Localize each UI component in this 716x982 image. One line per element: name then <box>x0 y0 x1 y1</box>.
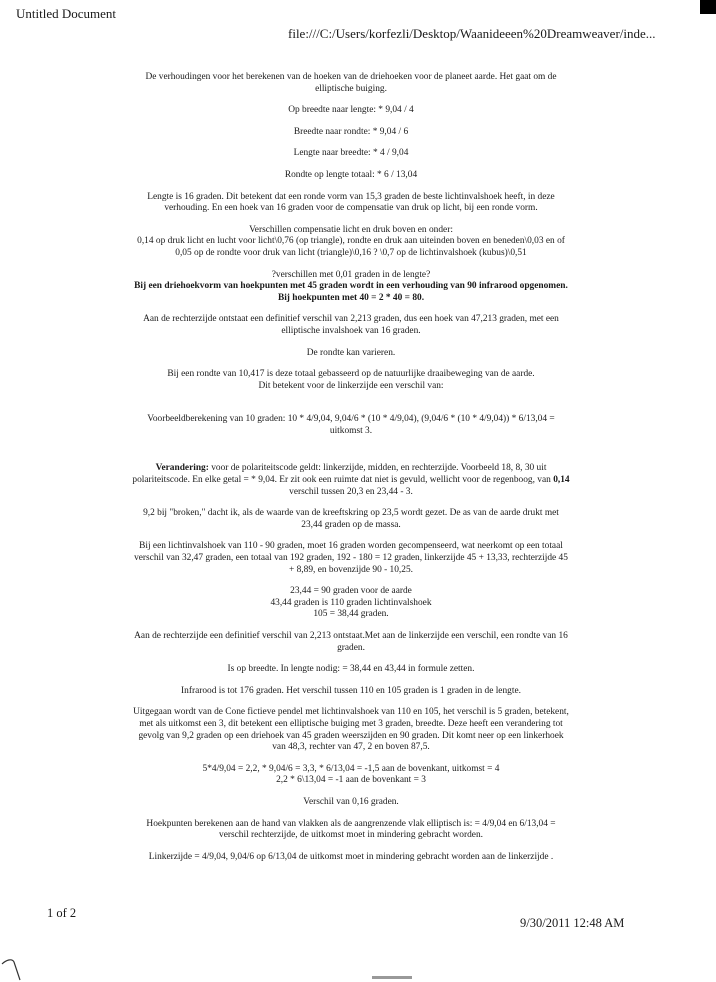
length-paragraph: Lengte is 16 graden. Dit betekent dat een ronde vorm van 15,3 graden de beste lichtinvalshoek heeft, in deze verhouding. En een hoek van 16 graden voor de compensatie van druk op licht, bij een ronde vorm. <box>147 191 555 214</box>
ratio-round-length: Rondte op lengte totaal: * 6 / 13,04 <box>284 169 418 180</box>
corner-points-paragraph: Hoekpunten berekenen aan de hand van vlakken als de aangrenzende vlak elliptisch is: = 4/9,04 en 6/13,04 = verschil rechterzijde, de uitkomst moet in mindering gebracht worden. <box>146 818 556 841</box>
left-side-paragraph: Linkerzijde = 4/9,04, 9,04/6 op 6/13,04 de uitkomst moet in mindering gebracht worden aan de linkerzijde . <box>148 851 554 862</box>
difference-question: ?verschillen met 0,01 graden in de lengte? <box>271 269 431 280</box>
intro-paragraph: De verhoudingen voor het berekenen van de hoeken van de driehoeken voor de planeet aarde. Het gaat om de elliptische buiging. <box>145 72 557 94</box>
polarity-value: 0,14 <box>553 475 570 486</box>
earth-degrees: 23,44 = 90 graden voor de aarde <box>290 586 412 597</box>
formula-line-2: 2,2 * 6\13,04 = -1 aan de bovenkant = 3 <box>276 775 426 786</box>
page-counter: 1 of 2 <box>47 906 77 920</box>
blank-line-2 <box>132 451 570 463</box>
polarity-paragraph <box>132 463 570 498</box>
polarity-text: voor de polariteitscode geldt: linkerzijde, midden, en rechterzijde. Voorbeeld 18, 8, 30 uit polariteitscode. En elke getal = * 9,04. Er zit ook een ruimte dat niet is gevuld, wellicht voor de regenboog, van <box>132 463 554 486</box>
ratio-width-length: Op breedte naar lengte: * 9,04 / 4 <box>288 105 414 116</box>
print-datetime: 9/30/2011 12:48 AM <box>520 916 625 930</box>
triangle-paragraph: Bij een driehoekvorm van hoekpunten met 45 graden wordt in een verhouding van 90 infrarood opgenomen. Bij hoekpunten met 40 = 2 * 40 = 80. <box>134 281 568 303</box>
broken-paragraph: 9,2 bij "broken," dacht ik, als de waarde van de kreeftskring op 23,5 wordt gezet. De as van de aarde drukt met 23,44 graden op de massa. <box>143 508 559 530</box>
scan-artifact-line <box>372 976 412 979</box>
light-angle-paragraph: Bij een lichtinvalshoek van 110 - 90 graden, moet 16 graden worden gecompenseerd, wat neerkomt op een totaal verschil van 32,47 graden, een totaal van 192 graden, 192 - 180 = 12 graden, linkerzijde 45 + 13,33, rechterzijde 45 + 8,89, en bovenzijde 90 - 10,25. <box>134 541 568 575</box>
infrared-paragraph: Infrarood is tot 176 graden. Het verschil tussen 110 en 105 graden is 1 graden in de lengte. <box>181 685 521 696</box>
blank-line <box>132 402 570 414</box>
document-body <box>132 72 570 873</box>
right-side-paragraph: Aan de rechterzijde ontstaat een definitief verschil van 2,213 graden, dus een hoek van 47,213 graden, met een elliptische invalshoek van 16 graden. <box>143 314 559 336</box>
cone-pendulum-paragraph: Uitgegaan wordt van de Cone fictieve pendel met lichtinvalshoek van 110 en 105, het verschil is 5 graden, betekent, met als uitkomst een 3, dit betekent een elliptische buiging met 3 graden, breedte. Deze heeft een verandering tot gevolg van 9,2 graden op een driehoek van 45 graden weerszijden en 90 graden. Dit komt neer op een linkerhoek van 48,3, rechter van 47, 2 en boven 87,5. <box>133 707 569 753</box>
ratio-length-width: Lengte naar breedte: * 4 / 9,04 <box>293 148 409 159</box>
degrees-105: 105 = 38,44 graden. <box>313 609 389 620</box>
light-angle-degrees: 43,44 graden is 110 graden lichtinvalshoek <box>270 597 432 608</box>
formula-line-1: 5*4/9,04 = 2,2, * 9,04/6 = 3,3, * 6/13,04 = -1,5 aan de bovenkant, uitkomst = 4 <box>202 763 500 774</box>
roundness-paragraph: Bij een rondte van 10,417 is deze totaal gebasseerd op de natuurlijke draaibeweging van de aarde. <box>167 369 535 380</box>
example-calculation: Voorbeeldberekening van 10 graden: 10 * 4/9,04, 9,04/6 * (10 * 4/9,04), (9,04/6 * (10 * 4/9,04)) * 6/13,04 = uitkomst 3. <box>147 414 555 436</box>
compensation-values: 0,14 op druk licht en lucht voor licht\0,76 (op triangle), rondte en druk aan uiteinden boven en beneden\0,03 en of 0,05 op de rondte voor druk van licht (triangle)\0,16 ? \0,7 op de lichtinvalshoek (kubus)\0,51 <box>137 236 565 258</box>
roundness-varies: De rondte kan varieren. <box>306 347 396 358</box>
ratio-width-round: Breedte naar rondte: * 9,04 / 6 <box>293 126 409 137</box>
right-side-difference: Aan de rechterzijde een definitief verschil van 2,213 ontstaat.Met aan de linkerzijde een verschil, een rondte van 16 graden. <box>134 631 568 653</box>
left-side-intro: Dit betekent voor de linkerzijde een verschil van: <box>258 380 444 391</box>
polarity-label: Verandering: <box>155 463 209 474</box>
scan-corner-mark <box>700 0 716 14</box>
polarity-text-end: verschil tussen 20,3 en 23,44 - 3. <box>289 486 413 497</box>
page-header-title: Untitled Document <box>16 6 117 21</box>
width-length-formula: Is op breedte. In lengte nodig: = 38,44 en 43,44 in formule zetten. <box>227 664 475 675</box>
difference-016: Verschil van 0,16 graden. <box>303 796 399 807</box>
compensation-heading: Verschillen compensatie licht en druk boven en onder: <box>249 224 453 235</box>
page-header-url: file:///C:/Users/korfezli/Desktop/Waanideeen%20Dreamweaver/inde... <box>288 26 656 41</box>
scan-artifact-mark <box>0 952 24 982</box>
